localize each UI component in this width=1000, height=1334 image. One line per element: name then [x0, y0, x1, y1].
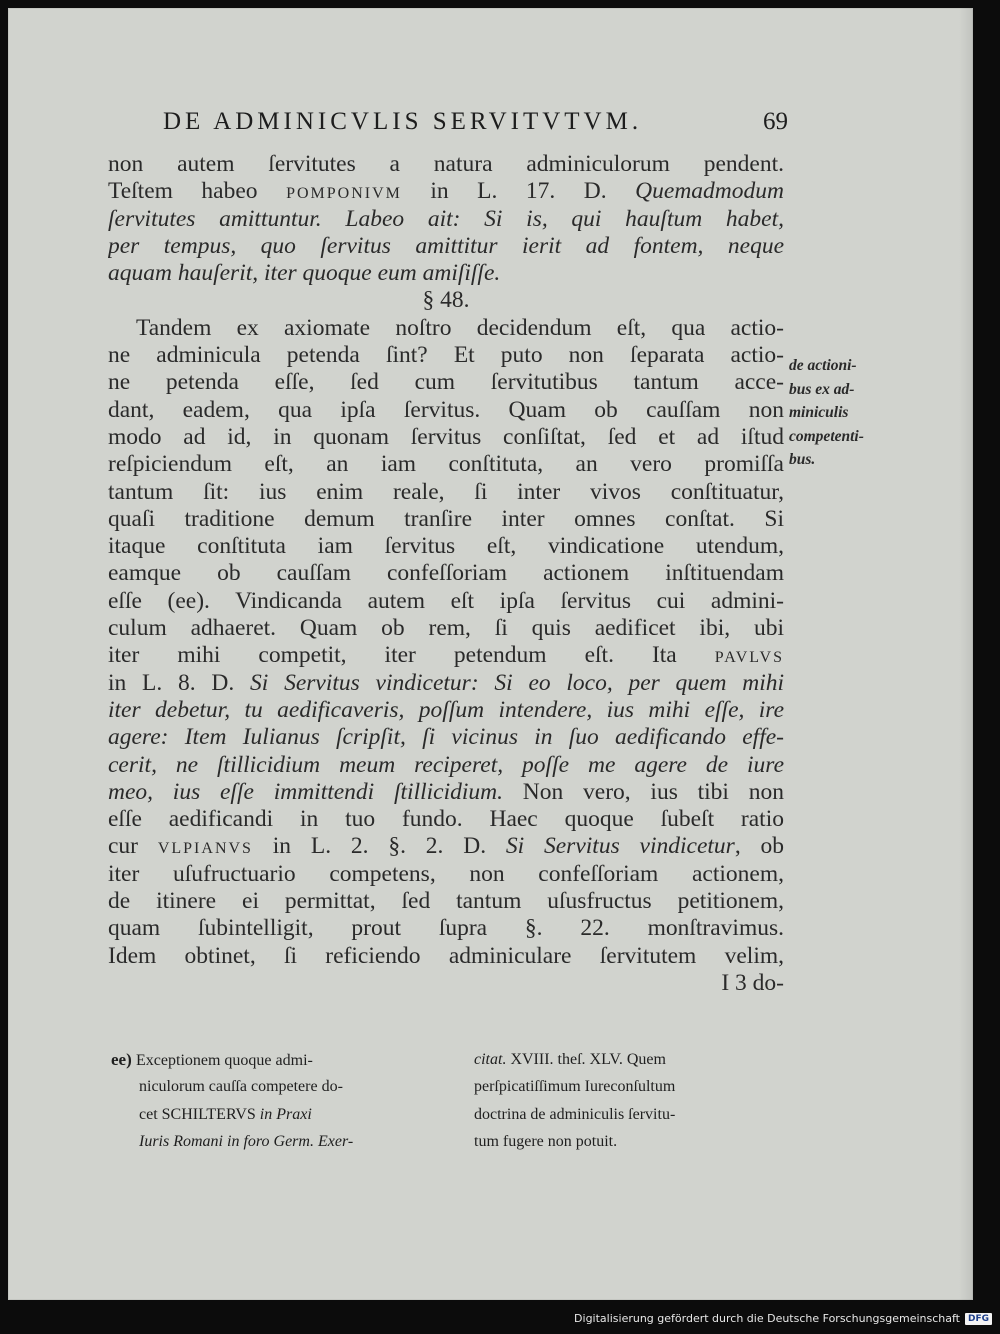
text-run: perſpicatiſſimum Iureconſultum: [474, 1078, 676, 1096]
text-line: [108, 342, 784, 369]
text-run: cerit, ne ſtillicidium meum reciperet, poſſe me agere de iure: [108, 751, 784, 778]
text-run: modo ad id, in quonam ſervitus conſiſtat, ſed et ad iſtud: [108, 423, 784, 450]
text-line: [474, 1103, 790, 1130]
text-line: [108, 233, 784, 260]
text-line: [108, 369, 784, 396]
text-line: [108, 533, 784, 560]
text-run: in L. 8. D.: [108, 669, 251, 696]
text-run: iter uſufructuario competens, non confeſſoriam actionem,: [108, 860, 784, 887]
text-run: iter mihi competit, iter petendum eſt. Ita: [108, 642, 715, 669]
text-run: non autem ſervitutes a natura adminiculorum pendent.: [108, 151, 784, 177]
text-line: [108, 697, 784, 724]
running-title: DE ADMINICVLIS SERVITVTVM.: [163, 108, 643, 135]
text-run: Exceptionem quoque admi-: [136, 1052, 313, 1069]
text-run: I 3 do-: [721, 969, 784, 996]
body-text: [108, 151, 784, 997]
text-line: [108, 943, 784, 970]
text-run: agere: Item Iulianus ſcripſit, ſi vicinus in ſuo aedificando effe-: [108, 724, 784, 751]
text-run: dant, eadem, qua ipſa ſervitus. Quam ob cauſſam non: [108, 396, 784, 423]
text-run: doctrina de adminiculis ſervitu-: [474, 1105, 676, 1123]
text-line: [108, 287, 784, 314]
text-run: § 48.: [422, 287, 470, 314]
text-run: pomponivm: [286, 178, 402, 205]
text-line: [108, 861, 784, 888]
text-run: tantum ſit: ius enim reale, ſi inter vivos conſtituatur,: [108, 478, 784, 505]
text-run: in L. 17. D.: [401, 178, 636, 205]
text-line: [111, 1048, 433, 1075]
margin-note-line: bus.: [789, 451, 816, 468]
text-run: vlpianvs: [157, 833, 253, 860]
text-line: [108, 560, 784, 587]
text-line: [474, 1048, 790, 1075]
text-line: [111, 1103, 433, 1130]
text-line: [111, 1130, 433, 1157]
text-run: cur: [108, 833, 158, 860]
text-run: ſervitutes amittuntur. Labeo ait: Si is, qui hauſtum habet,: [108, 205, 784, 232]
text-run: culum adhaeret. Quam ob rem, ſi quis aedificet ibi, ubi: [108, 615, 784, 642]
margin-note-line: bus ex ad-: [789, 380, 855, 398]
text-line: [108, 806, 784, 833]
text-run: Si Servitus vindicetur: [505, 833, 735, 860]
text-line: [108, 724, 784, 751]
footnote-right-column: [474, 1048, 790, 1157]
text-line: [108, 588, 784, 615]
text-run: per tempus, quo ſervitus amittitur ierit ad fontem, neque: [108, 232, 784, 259]
text-run: iter debetur, tu aedificaveris, poſſum intendere, ius mihi eſſe, ire: [108, 696, 784, 723]
text-line: [108, 752, 784, 779]
text-run: in L. 2. §. 2. D.: [252, 833, 506, 860]
text-line: [108, 915, 784, 942]
text-line: [108, 479, 784, 506]
text-run: eſſe aedificandi in tuo fundo. Haec quoque ſubeſt ratio: [108, 806, 784, 833]
text-line: [108, 970, 784, 997]
text-run: aquam hauſerit, iter quoque eum amiſiſſe.: [108, 260, 501, 287]
text-run: Teſtem habeo: [108, 178, 287, 205]
text-run: de itinere ei permittat, ſed tantum uſusfructus petitionem,: [108, 888, 784, 915]
text-run: ee): [111, 1050, 137, 1069]
text-run: cet SCHILTERVS: [139, 1105, 260, 1123]
dfg-logo: DFG: [965, 1313, 992, 1325]
text-line: [108, 833, 784, 860]
text-line: [108, 779, 784, 806]
digitization-credit: [574, 1312, 992, 1325]
text-line: [474, 1130, 790, 1157]
text-run: Idem obtinet, ſi reficiendo adminiculare ſervitutem velim,: [108, 942, 784, 969]
text-run: Si Servitus vindicetur: Si eo loco, per quem mihi: [250, 669, 784, 696]
text-run: ne petenda eſſe, ſed cum ſervitutibus tantum acce-: [108, 369, 784, 396]
footnote-left-column: [111, 1048, 433, 1157]
text-run: meo, ius eſſe immittendi ſtillicidium.: [108, 778, 503, 805]
text-line: [108, 615, 784, 642]
text-run: reſpiciendum eſt, an iam conſtituta, an vero promiſſa: [108, 451, 784, 478]
text-run: , ob: [734, 833, 784, 860]
text-line: [108, 315, 784, 342]
text-line: [108, 670, 784, 697]
text-line: [108, 260, 784, 287]
text-run: Iuris Romani in foro Germ. Exer-: [139, 1132, 354, 1150]
margin-note-line: de actioni-: [789, 357, 857, 374]
text-line: [108, 206, 784, 233]
text-line: [108, 424, 784, 451]
text-line: [108, 451, 784, 478]
text-run: XVIII. theſ. XLV. Quem: [506, 1051, 666, 1068]
text-line: [108, 397, 784, 424]
text-line: [108, 151, 784, 178]
text-line: [111, 1075, 433, 1102]
text-run: quaſi traditione demum tranſire inter omnes conſtat. Si: [108, 505, 784, 532]
text-run: eamque ob cauſſam confeſſoriam actionem inſtituendam: [108, 560, 784, 587]
text-line: [108, 178, 784, 205]
text-run: niculorum cauſſa competere do-: [139, 1078, 343, 1096]
text-line: [474, 1075, 790, 1102]
text-run: eſſe (ee). Vindicanda autem eſt ipſa ſervitus cui admini-: [108, 587, 784, 614]
margin-note-line: competenti-: [789, 427, 864, 445]
margin-note: [789, 354, 899, 472]
scanned-page: [8, 8, 973, 1300]
text-run: pavlvs: [714, 642, 784, 669]
text-run: quam ſubintelligit, prout ſupra §. 22. monſtravimus.: [108, 915, 784, 942]
text-line: [108, 888, 784, 915]
text-line: [108, 506, 784, 533]
text-run: itaque conſtituta iam ſervitus eſt, vindicatione utendum,: [108, 533, 784, 560]
text-run: Quemadmodum: [635, 178, 784, 205]
text-run: ne adminicula petenda ſint? Et puto non ſeparata actio-: [108, 342, 784, 369]
text-run: tum fugere non potuit.: [474, 1132, 618, 1150]
margin-note-line: miniculis: [789, 404, 849, 421]
page-number: 69: [763, 108, 788, 135]
text-run: Tandem ex axiomate noſtro decidendum eſt, qua actio-: [136, 314, 784, 341]
text-run: Non vero, ius tibi non: [503, 778, 784, 805]
text-line: [108, 642, 784, 669]
credit-text: Digitalisierung gefördert durch die Deutsche Forschungsgemeinschaft: [574, 1312, 960, 1325]
text-run: citat.: [474, 1051, 507, 1068]
text-run: in Praxi: [259, 1105, 312, 1123]
